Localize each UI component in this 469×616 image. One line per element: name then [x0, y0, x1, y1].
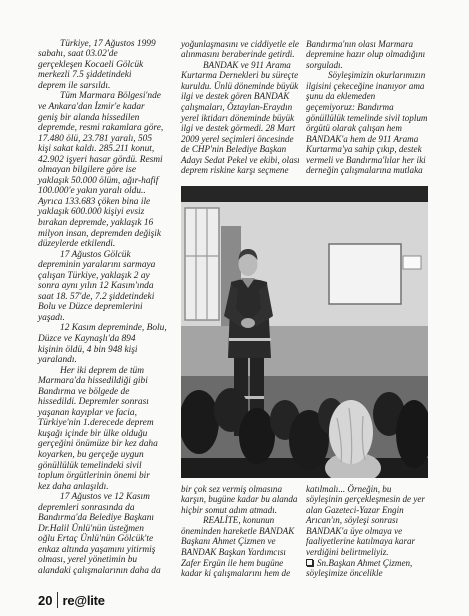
page-footer [38, 591, 105, 609]
text-line: ilgi ve destek görmedi. 28 Mart [181, 123, 296, 134]
text-line: enkaz altında yaşamını yitirmiş [38, 544, 156, 555]
text-line: Türkiye'nin 1.derecede deprem [38, 418, 154, 429]
text-line: toplum örgütlerinin önemi bir [38, 471, 150, 482]
text-line: gönüllülük temelindeki sivil [38, 460, 142, 471]
text-line: verdiğini belirtmeliyiz. [306, 546, 389, 557]
paragraph [306, 70, 430, 175]
text-line: örgütü olarak çalışan hem [306, 123, 402, 134]
text-line: çalışmaları, Öztaylan-Eraydın [181, 101, 293, 112]
column-3-bottom [306, 484, 430, 579]
paragraph [306, 39, 430, 71]
column-3-bottom-text [306, 484, 430, 558]
text-line: BANDAK Başkan Yardımcısı [181, 546, 286, 557]
text-line: kişi sakat kaldı. 285.211 konut, [38, 144, 155, 155]
speaker-hands [241, 318, 255, 328]
paragraph [306, 484, 430, 558]
text-line: sonra aynı yılın 12 Kasım'ında [38, 281, 154, 292]
event-photo [181, 186, 428, 478]
paragraph [38, 492, 174, 576]
text-line: alan Gazeteci-Yazar Engin [306, 504, 404, 515]
paragraph [38, 366, 174, 493]
text-line: karşın, bugüne kadar bu alanda [181, 494, 298, 505]
text-line: sabahı, saat 03.02'de [38, 49, 118, 60]
paragraph [38, 91, 174, 249]
text-line: hissedildi. Depremler sonrası [38, 397, 149, 408]
text-line: koyarken, bu gerçeğe uygun [38, 450, 144, 461]
text-line: ve Ankara'dan İzmir'e kadar [38, 101, 145, 112]
text-line: hiçbir somut adım atmadı. [181, 504, 277, 515]
text-line: Türkiye, 17 Ağustos 1999 [60, 38, 156, 49]
paragraph [181, 39, 303, 60]
text-line: BANDAK'a hem de 911 Arama [306, 133, 419, 144]
text-line: Başkanı Ahmet Çizmen ve [181, 536, 276, 547]
text-line: ilgisini çekeceğine inanıyor ama [306, 80, 425, 91]
text-line: yaralandı. [38, 355, 77, 366]
text-line: katılmalı... Örneğin, bu [306, 483, 392, 494]
text-line: yerel iktidarı döneminde büyük [181, 112, 295, 123]
column-2-bottom [181, 484, 303, 579]
text-line: deprem ile sarsıldı. [38, 80, 111, 91]
text-line: deprem riskine karşı seçmene [181, 165, 289, 176]
text-line: alınmasını beraberinde getirdi. [181, 49, 295, 60]
text-line: Adayı Sedat Pekel ve ekibi, olası [181, 154, 300, 165]
text-line: BANDAK'a üye olmaya ve [306, 525, 403, 536]
text-line: 100.000'e yakın yaralı oldu.. [38, 186, 146, 197]
photo-illustration [181, 186, 428, 478]
text-line: kuşağı içinde bir ülke olduğu [38, 428, 148, 439]
text-line: söyleşimize öncelikle [306, 568, 383, 579]
paragraph [38, 323, 174, 365]
text-line: çalışan Türkiye, yaklaşık 2 ay [38, 270, 150, 281]
wall-poster [403, 256, 421, 269]
text-line: depremine hazır olup olmadığını [306, 49, 426, 60]
text-line: 2009 yerel seçimleri öncesinde [181, 133, 294, 144]
text-line: ilgi ve destek gören BANDAK [181, 91, 290, 102]
text-line: milyon insan, depremden değişik [38, 228, 162, 239]
text-line: geniş bir alanda hissedilen [38, 112, 140, 123]
text-line: Bandırma ve bölgede de [38, 386, 130, 397]
question-text: Sn.Başkan Ahmet Çizmen, [317, 557, 413, 568]
lower-wall [181, 326, 428, 376]
whiteboard [329, 244, 401, 304]
text-line: Kurtarma Dernekleri bu süreçte [181, 70, 299, 81]
text-line: 12 Kasım depreminde, Bolu, [60, 323, 167, 334]
text-line: derneğin çalışmalarına mutlaka [306, 165, 423, 176]
text-line: düzeylerde etkilendi. [38, 239, 116, 250]
audience-head [239, 408, 275, 464]
text-line: Her iki deprem de tüm [60, 365, 145, 376]
text-line [306, 558, 430, 569]
column-3-top [306, 39, 430, 176]
text-line: olması, yerel yönetimin bu [38, 555, 138, 566]
paragraph [38, 39, 174, 92]
text-line: de CHP'nin Belediye Başkan [181, 144, 287, 155]
text-line: yaşanan kayıplar ve facia, [38, 407, 137, 418]
text-line: olmayan bilgilere göre ise [38, 165, 136, 176]
text-line: Dr.Halil Ünlü'nün üsteğmen [38, 523, 144, 534]
text-line: Zafer Ergün ile hem bugüne [181, 557, 284, 568]
text-line: bir çok sez vermiş olmasına [181, 483, 283, 494]
text-line: yaklaşık 600.000 kişiyi evsiz [38, 207, 145, 218]
ceiling [181, 186, 428, 202]
footer-divider [57, 592, 58, 608]
text-line: Söyleşimizin okurlarımızın [328, 70, 426, 81]
column-2-top [181, 39, 303, 176]
column-1 [38, 39, 174, 577]
text-line: gerçeğini önümüze bir kez daha [38, 439, 158, 450]
text-line: Ayrıca 133.683 çöken bina ile [38, 196, 151, 207]
text-line: yoğunlaşmasını ve ciddiyetle ele [181, 38, 299, 49]
paragraph [38, 250, 174, 324]
text-line: kişinin öldü, 4 bin 948 kişi [38, 344, 138, 355]
text-line: yaşadı. [38, 312, 65, 323]
text-line: söyleşinin gerçekleşmesin de yer [306, 494, 425, 505]
text-line: 17.480 ölü, 23.781 yaralı, 505 [38, 133, 153, 144]
text-line: kadar ki çalışmalarını hem de [181, 568, 291, 579]
text-line: alandaki çalışmalarının daha da [38, 566, 161, 577]
text-line: 17 Ağustos Gölcük [60, 249, 131, 260]
magazine-logo: re@lite [62, 592, 105, 608]
text-line: sorguladı. [306, 59, 343, 70]
text-line: merkezli 7.5 şiddetindeki [38, 70, 132, 81]
text-line: yaklaşık 50.000 ölüm, ağır-hafif [38, 175, 159, 186]
text-line: kez daha anlaşıldı. [38, 481, 109, 492]
text-line: depreminin yaralarını sarmaya [38, 260, 156, 271]
text-line: Kurtarma'ya sahip çıkıp, destek [306, 144, 422, 155]
reflective-stripe [229, 338, 271, 341]
text-line: saat 18. 57'de, 7.2 şiddetindeki [38, 291, 155, 302]
square-bullet-icon [306, 559, 313, 566]
text-line: Bolu ve Düzce depremlerini [38, 302, 143, 313]
text-line: depremde, resmi rakamlara göre, [38, 123, 164, 134]
text-line: Arıcan'ın, söyleşi sonrası [306, 515, 399, 526]
text-line: gerçekleşen Kocaeli Gölcük [38, 59, 144, 70]
text-line: Tüm Marmara Bölgesi'nde [60, 91, 161, 102]
text-line: REALİTE, konunun [203, 515, 275, 526]
text-line: öneminden hareketle BANDAK [181, 525, 295, 536]
text-line: bırakan depremde, yaklaşık 16 [38, 217, 154, 228]
paragraph [181, 484, 303, 516]
text-line: oğlu Ertaç Ünlü'nün Gölcük'te [38, 534, 154, 545]
text-line: gönüllülük temelinde sivil toplum [306, 112, 428, 123]
text-line: Bandırma'da Belediye Başkanı [38, 513, 155, 524]
window [185, 208, 219, 320]
page-number: 20 [38, 592, 53, 608]
paragraph [181, 60, 303, 176]
text-line: geçemiyoruz: Bandırma [306, 101, 394, 112]
text-line: 42.902 işyeri hasar gördü. Resmi [38, 154, 163, 165]
text-line: şunu da eklemeden [306, 91, 376, 102]
text-line: kuruldu. Ünlü döneminde büyük [181, 80, 299, 91]
text-line: 17 Ağustos ve 12 Kasım [60, 492, 150, 503]
text-line: depremleri sonrasında da [38, 502, 135, 513]
interview-question [306, 558, 430, 579]
text-line: vermeli ve Bandırma'lılar her iki [306, 154, 426, 165]
paragraph [181, 515, 303, 578]
text-line: Marmara'da hissedildiği gibi [38, 376, 148, 387]
text-line: Bandırma'nın olası Marmara [306, 38, 414, 49]
text-line: faaliyetlerine katılmaya karar [306, 536, 416, 547]
text-line: BANDAK ve 911 Arama [203, 59, 291, 70]
text-line: Düzce ve Kaynaşlı'da 894 [38, 334, 136, 344]
